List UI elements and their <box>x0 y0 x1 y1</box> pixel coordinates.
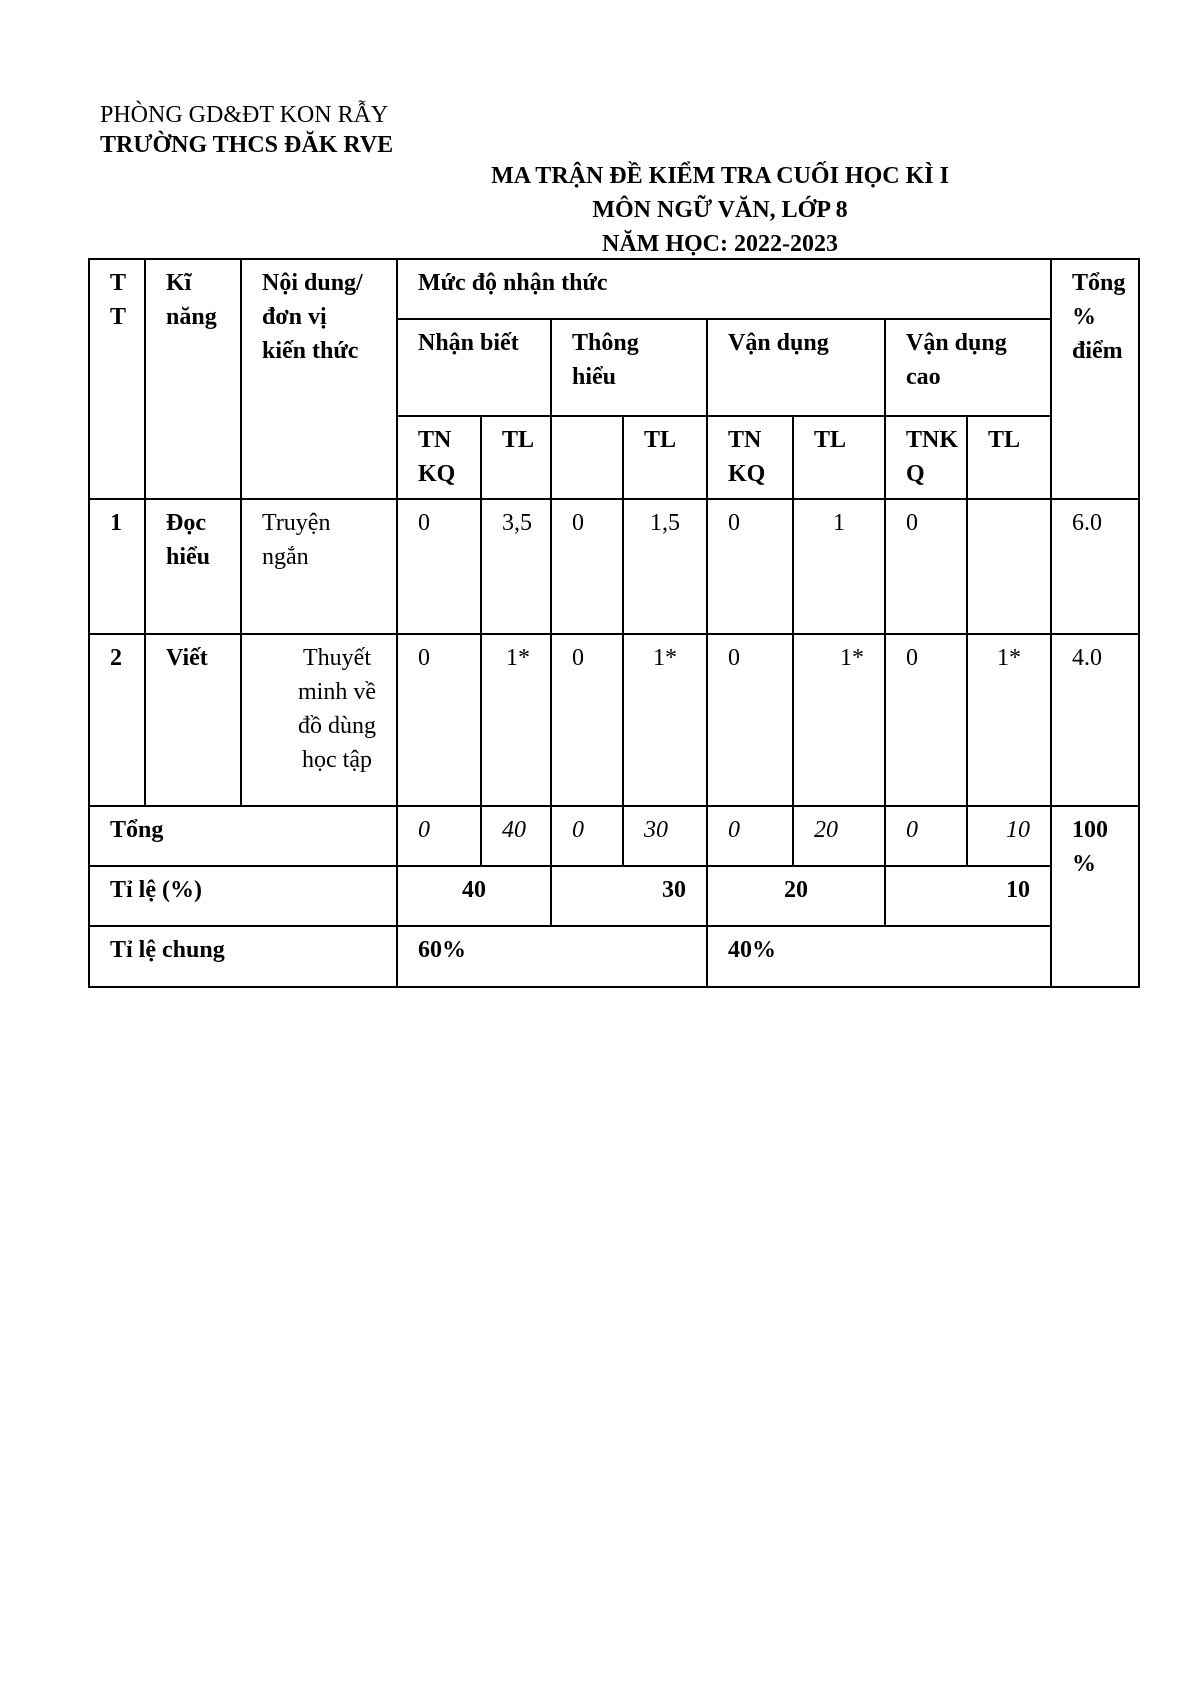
row-tt: 1 <box>89 499 145 634</box>
row-tt: 2 <box>89 634 145 806</box>
value-cell: 0 <box>885 499 967 634</box>
row-content: Thuyết minh về đồ dùng học tập <box>241 634 397 806</box>
sub-header-cell: TL <box>481 416 551 499</box>
sub-header-cell: TL <box>793 416 885 499</box>
row-skill: Viết <box>145 634 241 806</box>
value-cell: 1* <box>623 634 707 806</box>
header-van-dung: Vận dụng <box>707 319 885 416</box>
header-ki-nang: Kĩ năng <box>145 259 241 499</box>
ti-le-chung-value: 40% <box>707 926 1051 987</box>
tong-label: Tổng <box>89 806 397 866</box>
value-cell: 0 <box>551 634 623 806</box>
tong-value: 0 <box>551 806 623 866</box>
ti-le-label: Tỉ lệ (%) <box>89 866 397 926</box>
value-cell <box>967 499 1051 634</box>
sub-header-cell: TN KQ <box>707 416 793 499</box>
tong-value: 0 <box>707 806 793 866</box>
table-row <box>89 634 1139 806</box>
document-school-year: NĂM HỌC: 2022-2023 <box>602 231 838 257</box>
department-name: PHÒNG GD&ĐT KON RẪY <box>100 102 389 128</box>
header-van-dung-cao: Vận dụng cao <box>885 319 1051 416</box>
value-cell: 1* <box>967 634 1051 806</box>
ti-le-value: 30 <box>551 866 707 926</box>
header-thong-hieu: Thông hiểu <box>551 319 707 416</box>
exam-matrix-table <box>88 258 1140 988</box>
sub-header-cell: TL <box>967 416 1051 499</box>
grand-total: 100 % <box>1051 806 1139 987</box>
header-muc-do: Mức độ nhận thức <box>397 259 1051 319</box>
tong-value: 10 <box>967 806 1051 866</box>
ti-le-chung-value: 60% <box>397 926 707 987</box>
row-content: Truyện ngắn <box>241 499 397 634</box>
ti-le-value: 10 <box>885 866 1051 926</box>
ti-le-value: 20 <box>707 866 885 926</box>
header-noi-dung: Nội dung/đơn vị kiến thức <box>241 259 397 499</box>
tong-row <box>89 806 1139 866</box>
row-skill: Đọc hiểu <box>145 499 241 634</box>
tong-value: 0 <box>885 806 967 866</box>
sub-header-cell: TNK Q <box>885 416 967 499</box>
header-tt: T T <box>89 259 145 499</box>
tong-value: 0 <box>397 806 481 866</box>
header-nhan-biet: Nhận biết <box>397 319 551 416</box>
value-cell: 0 <box>885 634 967 806</box>
ti-le-chung-row <box>89 926 1139 987</box>
value-cell: 0 <box>707 499 793 634</box>
table-row <box>89 499 1139 634</box>
value-cell: 0 <box>397 634 481 806</box>
value-cell: 0 <box>707 634 793 806</box>
value-cell: 1 <box>793 499 885 634</box>
value-cell: 3,5 <box>481 499 551 634</box>
tong-value: 20 <box>793 806 885 866</box>
value-cell: 1* <box>793 634 885 806</box>
document-title: MA TRẬN ĐỀ KIỂM TRA CUỐI HỌC KÌ I <box>491 163 949 189</box>
ti-le-chung-label: Tỉ lệ chung <box>89 926 397 987</box>
value-cell: 0 <box>551 499 623 634</box>
row-total: 4.0 <box>1051 634 1139 806</box>
tong-value: 30 <box>623 806 707 866</box>
header-row-1 <box>89 259 1139 319</box>
header-tong-diem: Tổng % điểm <box>1051 259 1139 499</box>
sub-header-cell <box>551 416 623 499</box>
value-cell: 0 <box>397 499 481 634</box>
value-cell: 1* <box>481 634 551 806</box>
document-subject: MÔN NGỮ VĂN, LỚP 8 <box>592 197 848 223</box>
row-total: 6.0 <box>1051 499 1139 634</box>
ti-le-row <box>89 866 1139 926</box>
ti-le-value: 40 <box>397 866 551 926</box>
sub-header-cell: TL <box>623 416 707 499</box>
school-name: TRƯỜNG THCS ĐĂK RVE <box>100 132 394 158</box>
value-cell: 1,5 <box>623 499 707 634</box>
tong-value: 40 <box>481 806 551 866</box>
sub-header-cell: TN KQ <box>397 416 481 499</box>
